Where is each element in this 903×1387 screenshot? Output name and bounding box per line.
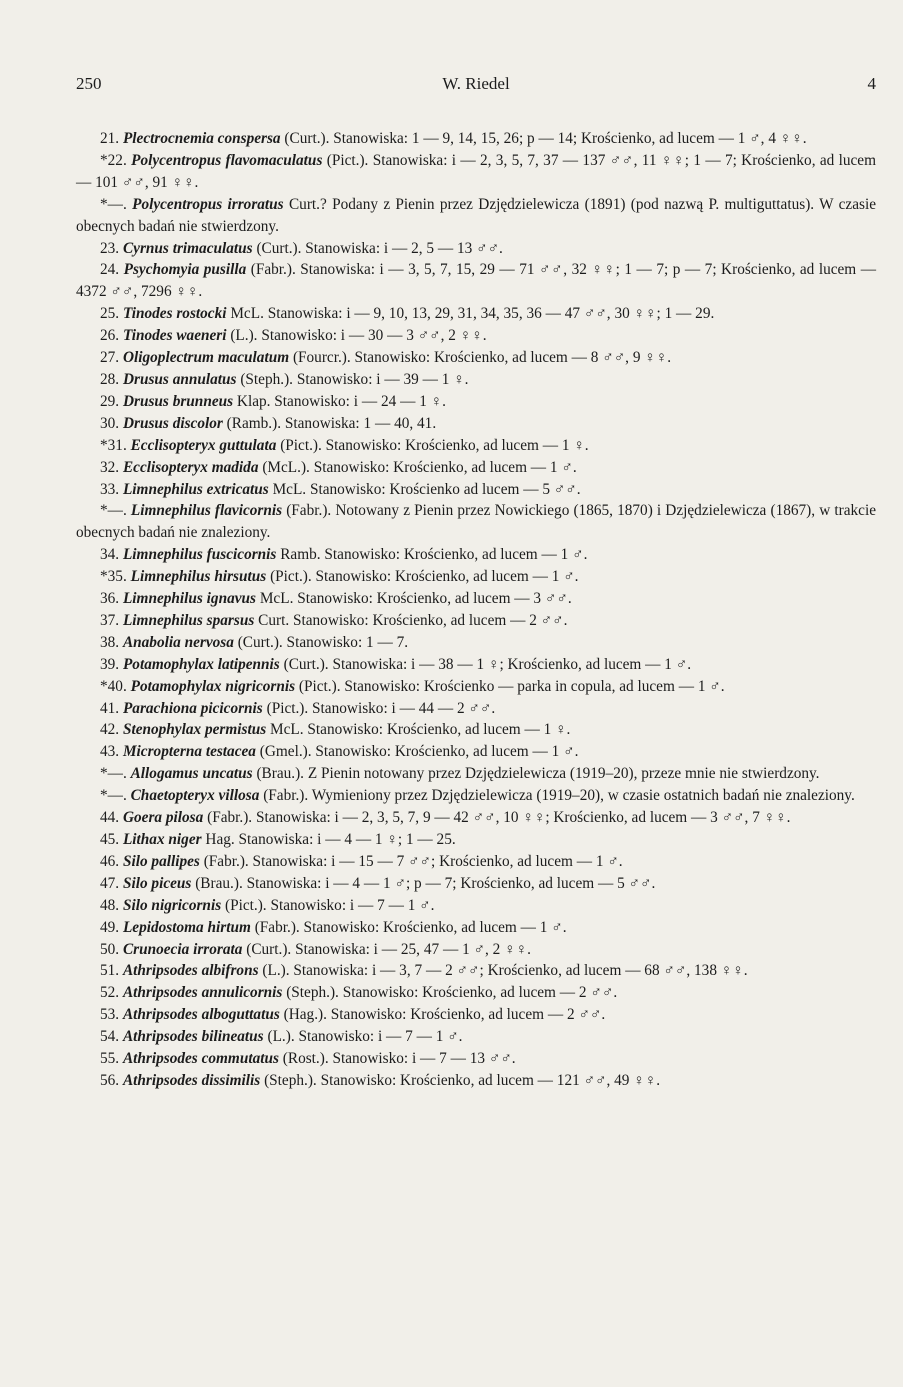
entry-number: 48. — [100, 896, 120, 914]
entry-details: (Curt.). Stanowiska: i — 25, 47 — 1 ♂, 2 ♀♀. — [246, 940, 531, 958]
entry-details: (Pict.). Stanowisko: i — 44 — 2 ♂♂. — [266, 699, 496, 717]
species-entry — [76, 500, 876, 544]
entry-details: (Fabr.). Wymieniony przez Dzjędzielewicza (1919–20), w czasie ostatnich badań nie znaleziony. — [263, 787, 855, 805]
entry-number: 45. — [100, 831, 120, 848]
species-name: Silo nigricornis — [122, 896, 222, 914]
species-name: Potamophylax nigricornis — [130, 677, 296, 695]
entry-details: (Pict.). Stanowisko: Krościenko, ad lucem — 1 ♀. — [280, 436, 589, 454]
species-name: Tinodes waeneri — [122, 327, 227, 345]
entry-number: 44. — [100, 809, 120, 827]
page-number-left: 250 — [76, 74, 102, 93]
species-entry — [76, 719, 876, 741]
species-entry — [76, 917, 876, 939]
species-entry — [76, 939, 876, 961]
entry-number: 27. — [100, 349, 120, 367]
species-entry — [76, 128, 876, 150]
entry-details: (Curt.). Stanowiska: 1 — 9, 14, 15, 26; p — 14; Krościenko, ad lucem — 1 ♂, 4 ♀♀. — [284, 130, 807, 147]
entry-number: 43. — [100, 743, 120, 761]
species-name: Lithax niger — [122, 831, 202, 848]
species-name: Lepidostoma hirtum — [122, 918, 251, 936]
entry-number: *40. — [100, 677, 127, 695]
entry-number: *—. — [100, 195, 127, 213]
entry-number: 21. — [100, 130, 120, 147]
entry-details: McL. Stanowisko: Krościenko, ad lucem — 3 ♂♂. — [259, 590, 572, 608]
species-entry — [76, 479, 876, 501]
entry-number: *—. — [100, 765, 127, 783]
species-name: Limnephilus ignavus — [122, 590, 256, 608]
entry-number: 23. — [100, 239, 120, 257]
species-name: Micropterna testacea — [122, 743, 256, 761]
entry-number: *—. — [100, 502, 127, 520]
entry-number: 33. — [100, 480, 120, 498]
species-name: Psychomyia pusilla — [123, 261, 247, 279]
entry-number: 55. — [100, 1050, 120, 1068]
species-name: Parachiona picicornis — [122, 699, 263, 717]
species-name: Drusus annulatus — [122, 370, 237, 388]
entry-details: McL. Stanowiska: i — 9, 10, 13, 29, 31, 34, 35, 36 — 47 ♂♂, 30 ♀♀; 1 — 29. — [230, 305, 715, 323]
entry-number: 42. — [100, 721, 120, 739]
species-entry — [76, 566, 876, 588]
species-name: Limnephilus fuscicornis — [122, 546, 277, 564]
species-entry — [76, 1026, 876, 1048]
species-entry — [76, 369, 876, 391]
entry-number: *31. — [100, 436, 127, 454]
species-name: Athripsodes commutatus — [122, 1050, 279, 1068]
species-name: Limnephilus sparsus — [122, 611, 255, 629]
entry-details: (Fabr.). Stanowiska: i — 3, 5, 7, 15, 29 — 71 ♂♂, 32 ♀♀; 1 — 7; p — 7; Krościenko, ad lucem — 4372 ♂♂, 7296 ♀♀. — [76, 261, 876, 301]
species-name: Polycentropus flavomaculatus — [131, 151, 323, 169]
species-name: Limnephilus hirsutus — [130, 568, 267, 586]
species-entry — [76, 391, 876, 413]
entry-number: 41. — [100, 699, 120, 717]
entry-number: *—. — [100, 787, 127, 805]
entry-details: Klap. Stanowisko: i — 24 — 1 ♀. — [236, 392, 446, 410]
entry-details: (L.). Stanowisko: i — 30 — 3 ♂♂, 2 ♀♀. — [230, 327, 487, 345]
species-entry — [76, 829, 876, 851]
entry-details: (Pict.). Stanowiska: i — 2, 3, 5, 7, 37 — 137 ♂♂, 11 ♀♀; 1 — 7; Krościenko, ad lucem — 101 ♂♂, 91 ♀♀. — [76, 151, 876, 191]
entry-details: (Pict.). Stanowisko: i — 7 — 1 ♂. — [224, 896, 435, 914]
entry-details: (Steph.). Stanowisko: Krościenko, ad lucem — 121 ♂♂, 49 ♀♀. — [264, 1071, 661, 1089]
entry-details: (Fabr.). Stanowisko: Krościenko, ad lucem — 1 ♂. — [254, 918, 567, 936]
entry-number: 24. — [100, 261, 120, 279]
species-name: Athripsodes dissimilis — [122, 1071, 261, 1089]
species-entry — [76, 982, 876, 1004]
entry-details: (Rost.). Stanowisko: i — 7 — 13 ♂♂. — [282, 1050, 516, 1068]
species-name: Crunoecia irrorata — [122, 940, 243, 958]
entry-details: (Brau.). Stanowiska: i — 4 — 1 ♂; p — 7; Krościenko, ad lucem — 5 ♂♂. — [195, 874, 656, 892]
species-name: Athripsodes bilineatus — [122, 1028, 264, 1046]
species-name: Tinodes rostocki — [122, 305, 227, 323]
species-entry — [76, 1070, 876, 1092]
entry-number: 46. — [100, 852, 120, 870]
species-entry — [76, 544, 876, 566]
species-entry — [76, 435, 876, 457]
species-entry — [76, 698, 876, 720]
species-entry — [76, 632, 876, 654]
entry-details: Curt. Stanowisko: Krościenko, ad lucem — 2 ♂♂. — [258, 611, 568, 629]
entry-details: McL. Stanowisko: Krościenko, ad lucem — 1 ♀. — [270, 721, 571, 739]
entry-number: 47. — [100, 874, 120, 892]
species-name: Limnephilus extricatus — [122, 480, 269, 498]
entry-details: (Pict.). Stanowisko: Krościenko, ad lucem — 1 ♂. — [270, 568, 579, 586]
species-entry — [76, 676, 876, 698]
entry-details: Curt.? Podany z Pienin przez Dzjędzielewicza (1891) (pod nazwą P. multiguttatus). W czasie obecnych badań nie stwierdzony. — [76, 195, 877, 235]
entry-number: 37. — [100, 611, 120, 629]
entry-number: 56. — [100, 1071, 120, 1089]
species-name: Drusus brunneus — [122, 392, 234, 410]
entry-number: 30. — [100, 414, 120, 432]
entry-number: 52. — [100, 984, 120, 1002]
entry-number: 50. — [100, 940, 120, 958]
species-name: Goera pilosa — [122, 809, 204, 827]
entry-details: (Steph.). Stanowisko: Krościenko, ad lucem — 2 ♂♂. — [286, 984, 618, 1002]
entry-number: 49. — [100, 918, 120, 936]
running-title: W. Riedel — [442, 74, 510, 93]
species-name: Athripsodes annulicornis — [122, 984, 283, 1002]
species-entry — [76, 347, 876, 369]
species-entry — [76, 960, 876, 982]
entry-details: (L.). Stanowiska: i — 3, 7 — 2 ♂♂; Krościenko, ad lucem — 68 ♂♂, 138 ♀♀. — [262, 962, 748, 980]
species-entry — [76, 895, 876, 917]
species-name: Ecclisopteryx guttulata — [130, 436, 277, 454]
entry-number: 25. — [100, 305, 120, 323]
entry-number: 53. — [100, 1006, 120, 1024]
entry-details: (Curt.). Stanowiska: i — 38 — 1 ♀; Krościenko, ad lucem — 1 ♂. — [283, 655, 692, 673]
species-entry — [76, 259, 876, 303]
entry-details: (Brau.). Z Pienin notowany przez Dzjędzielewicza (1919–20), przeze mnie nie stwierdzony. — [256, 765, 820, 783]
species-entry — [76, 785, 876, 807]
entry-details: (McL.). Stanowisko: Krościenko, ad lucem — 1 ♂. — [262, 458, 577, 476]
entry-details: (Steph.). Stanowisko: i — 39 — 1 ♀. — [240, 370, 469, 388]
species-name: Athripsodes alboguttatus — [122, 1006, 280, 1024]
page-number-right: 4 — [867, 74, 876, 93]
entry-details: (Hag.). Stanowisko: Krościenko, ad lucem — 2 ♂♂. — [283, 1006, 606, 1024]
species-name: Oligoplectrum maculatum — [122, 349, 290, 367]
species-name: Plectrocnemia conspersa — [122, 130, 281, 147]
species-name: Ecclisopteryx madida — [122, 458, 259, 476]
entry-number: 29. — [100, 392, 120, 410]
entry-number: 36. — [100, 590, 120, 608]
species-name: Polycentropus irroratus — [132, 195, 284, 213]
species-name: Silo piceus — [122, 874, 192, 892]
entry-details: (Pict.). Stanowisko: Krościenko — parka in copula, ad lucem — 1 ♂. — [298, 677, 725, 695]
species-name: Limnephilus flavicornis — [130, 502, 283, 520]
entry-number: *35. — [100, 568, 127, 586]
entry-details: (Ramb.). Stanowiska: 1 — 40, 41. — [226, 414, 437, 432]
species-entry — [76, 325, 876, 347]
entry-number: 34. — [100, 546, 120, 564]
entry-number: 54. — [100, 1028, 120, 1046]
entry-number: 26. — [100, 327, 120, 345]
species-list — [76, 128, 876, 1092]
species-entry — [76, 457, 876, 479]
entry-details: Ramb. Stanowisko: Krościenko, ad lucem — 1 ♂. — [280, 546, 588, 564]
entry-number: 28. — [100, 370, 120, 388]
species-entry — [76, 807, 876, 829]
species-name: Stenophylax permistus — [122, 721, 267, 739]
species-name: Athripsodes albifrons — [122, 962, 259, 980]
species-entry — [76, 873, 876, 895]
species-name: Silo pallipes — [122, 852, 200, 870]
entry-details: (Fourcr.). Stanowisko: Krościenko, ad lucem — 8 ♂♂, 9 ♀♀. — [292, 349, 672, 367]
species-name: Potamophylax latipennis — [122, 655, 280, 673]
entry-details: (L.). Stanowisko: i — 7 — 1 ♂. — [267, 1028, 463, 1046]
entry-details: Hag. Stanowiska: i — 4 — 1 ♀; 1 — 25. — [205, 831, 456, 848]
species-entry — [76, 741, 876, 763]
entry-details: (Gmel.). Stanowisko: Krościenko, ad lucem — 1 ♂. — [259, 743, 579, 761]
species-entry — [76, 413, 876, 435]
species-name: Anabolia nervosa — [122, 633, 234, 651]
species-entry — [76, 238, 876, 260]
entry-details: (Curt.). Stanowisko: 1 — 7. — [237, 633, 409, 651]
entry-number: 32. — [100, 458, 120, 476]
species-name: Drusus discolor — [122, 414, 223, 432]
page-header — [76, 74, 876, 96]
species-name: Cyrnus trimaculatus — [122, 239, 253, 257]
entry-details: (Fabr.). Stanowiska: i — 2, 3, 5, 7, 9 — 42 ♂♂, 10 ♀♀; Krościenko, ad lucem — 3 ♂♂, 7 ♀♀. — [207, 809, 791, 827]
species-entry — [76, 1004, 876, 1026]
species-entry — [76, 763, 876, 785]
species-entry — [76, 851, 876, 873]
species-entry — [76, 1048, 876, 1070]
entry-number: 38. — [100, 633, 120, 651]
species-entry — [76, 588, 876, 610]
entry-details: (Fabr.). Notowany z Pienin przez Nowickiego (1865, 1870) i Dzjędzielewicza (1867), w trakcie obecnych badań nie znaleziony. — [76, 502, 876, 542]
entry-details: McL. Stanowisko: Krościenko ad lucem — 5 ♂♂. — [272, 480, 581, 498]
species-entry — [76, 654, 876, 676]
species-entry — [76, 303, 876, 325]
entry-details: (Curt.). Stanowiska: i — 2, 5 — 13 ♂♂. — [256, 239, 503, 257]
species-entry — [76, 150, 876, 194]
entry-details: (Fabr.). Stanowiska: i — 15 — 7 ♂♂; Krościenko, ad lucem — 1 ♂. — [203, 852, 623, 870]
entry-number: 51. — [100, 962, 120, 980]
species-entry — [76, 610, 876, 632]
entry-number: 39. — [100, 655, 120, 673]
entry-number: *22. — [100, 151, 127, 169]
species-name: Allogamus uncatus — [130, 765, 253, 783]
species-name: Chaetopteryx villosa — [130, 787, 260, 805]
species-entry — [76, 194, 876, 238]
